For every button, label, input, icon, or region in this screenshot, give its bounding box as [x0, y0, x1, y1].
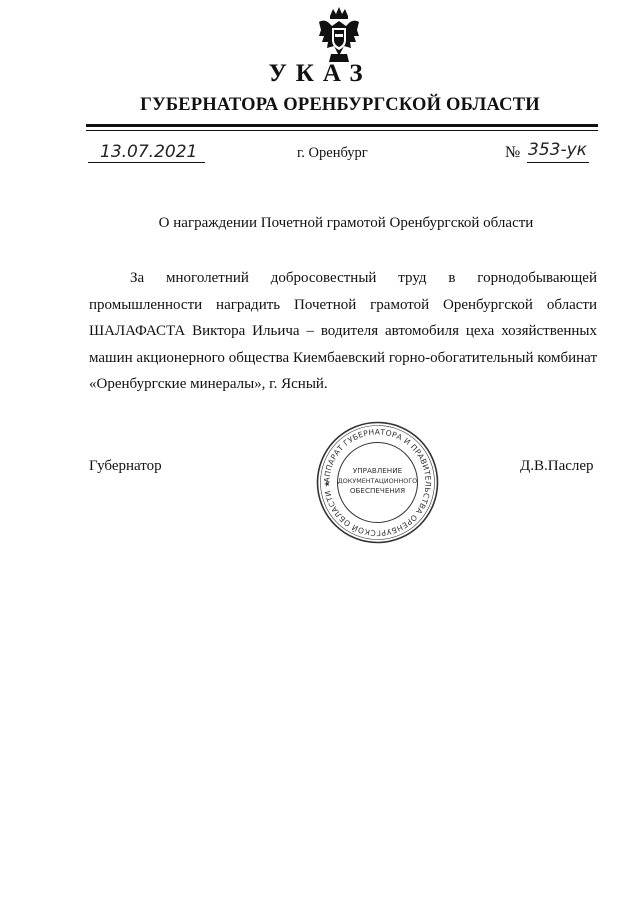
number-label: № — [505, 144, 521, 161]
coat-of-arms-icon — [316, 6, 362, 64]
official-seal — [315, 420, 440, 545]
seal-ring-text: АППАРАТ ГУБЕРНАТОРА И ПРАВИТЕЛЬСТВА ОРЕНБУРГСКОЙ ОБЛАСТИ ★ — [322, 427, 433, 538]
document-city: г. Оренбург — [297, 145, 368, 161]
document-number: 353-ук — [528, 140, 587, 160]
document-date: 13.07.2021 — [100, 142, 198, 162]
body-paragraph: За многолетний добросовестный труд в горнодобывающей промышленности наградить Почетной грамотой Оренбургской области ШАЛАФАСТА Виктора Ильича – водителя автомобиля цеха хозяйственных машин акционерного общества Киембаевский горно-обогатительный комбинат «Оренбургские минералы», г. Ясный. — [89, 270, 597, 392]
header-rule-thin — [86, 130, 598, 131]
signer-name: Д.В.Паслер — [520, 458, 594, 474]
number-underline — [527, 162, 589, 163]
header-rule-thick — [86, 124, 598, 127]
issuer-title: ГУБЕРНАТОРА ОРЕНБУРГСКОЙ ОБЛАСТИ — [140, 95, 540, 115]
date-underline — [88, 162, 205, 163]
seal-line-3: ОБЕСПЕЧЕНИЯ — [349, 486, 406, 495]
seal-line-1: УПРАВЛЕНИЕ — [352, 466, 403, 475]
seal-line-2: ДОКУМЕНТАЦИОННОГО — [337, 477, 418, 485]
signer-position: Губернатор — [89, 458, 162, 474]
document-heading: О награждении Почетной грамотой Оренбургской области — [158, 215, 534, 231]
document-type-title: УКАЗ — [268, 60, 372, 87]
